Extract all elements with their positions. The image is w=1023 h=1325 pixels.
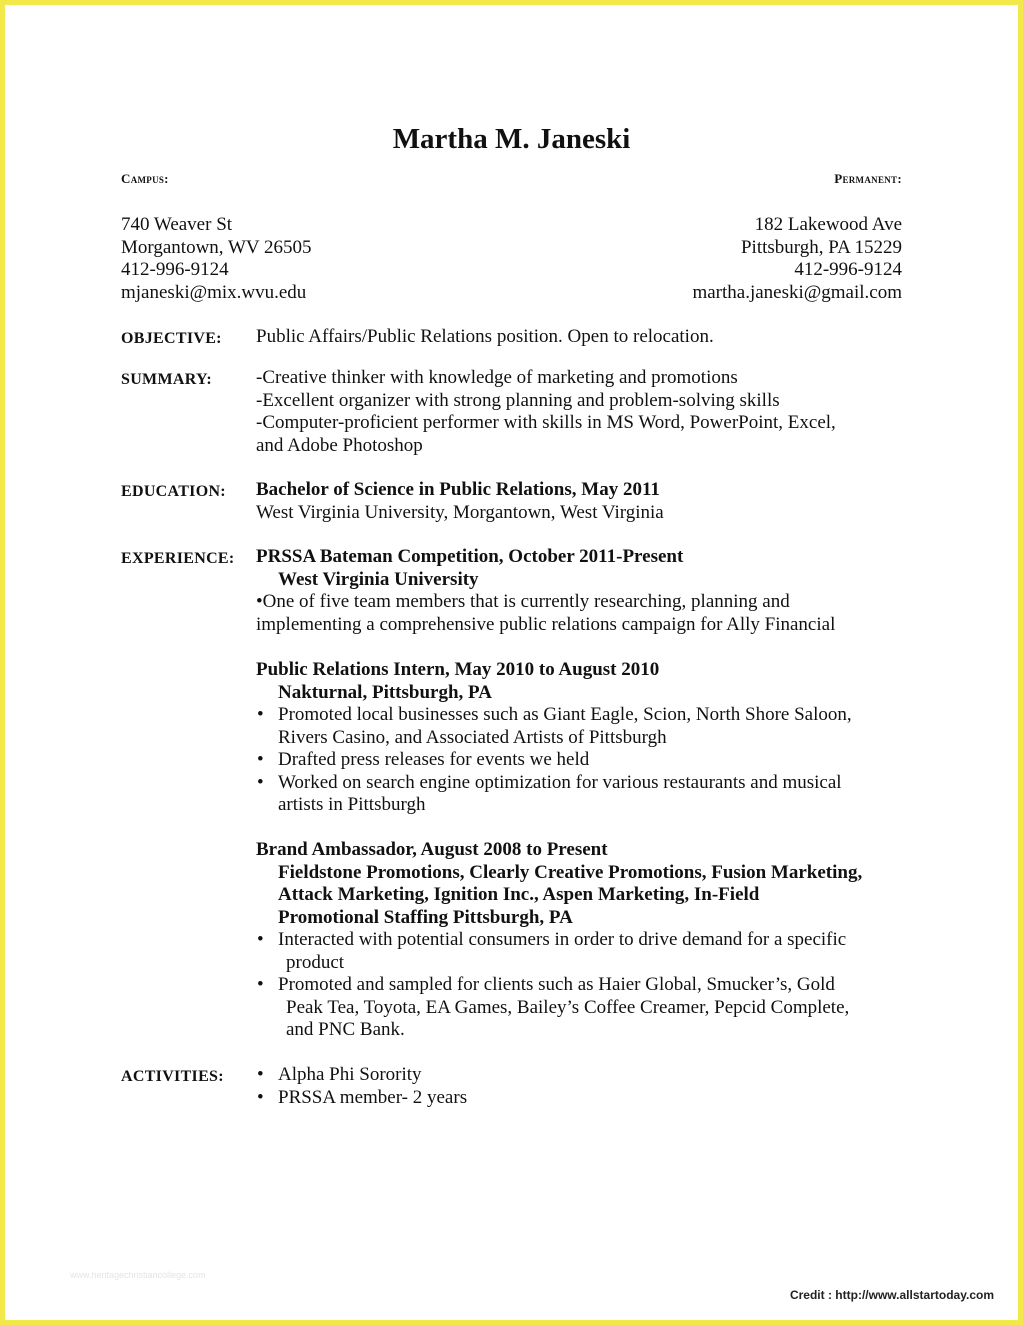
bullet-line: Rivers Casino, and Associated Artists of Pittsburgh [278, 726, 667, 748]
experience-job-ambassador [256, 839, 862, 1042]
summary-label: SUMMARY: [121, 371, 213, 388]
resume-name: Martha M. Janeski [392, 123, 631, 155]
permanent-line: 412-996-9124 [794, 259, 902, 280]
campus-line: 412-996-9124 [121, 259, 229, 280]
summary-line: -Creative thinker with knowledge of marketing and promotions [256, 367, 738, 388]
permanent-line: Pittsburgh, PA 15229 [740, 236, 902, 258]
bullet-line: artists in Pittsburgh [278, 794, 426, 815]
activity-item: • PRSSA member- 2 years [256, 1087, 467, 1110]
experience-job-intern [256, 659, 852, 817]
experience-job-bateman [256, 546, 835, 636]
education-label: EDUCATION: [121, 483, 226, 500]
job-bullet [256, 749, 852, 772]
education-block [256, 479, 664, 524]
job-bullet-list [256, 704, 852, 817]
job-title: PRSSA Bateman Competition, October 2011-Present [256, 546, 684, 567]
job-line: •One of five team members that is currently researching, planning and [256, 591, 790, 612]
job-title: Brand Ambassador, August 2008 to Present [256, 839, 608, 860]
activities-label: ACTIVITIES: [121, 1068, 224, 1085]
campus-line: 740 Weaver St [121, 214, 233, 235]
campus-line: Morgantown, WV 26505 [121, 236, 312, 258]
activities-list [256, 1064, 467, 1109]
bullet-line: Peak Tea, Toyota, EA Games, Bailey’s Coffee Creamer, Pepcid Complete, [286, 996, 850, 1018]
objective-text: Public Affairs/Public Relations position. Open to relocation. [256, 326, 714, 347]
job-org: Nakturnal, Pittsburgh, PA [278, 681, 492, 703]
campus-address [121, 214, 312, 304]
job-bullet [256, 974, 862, 1042]
job-line: implementing a comprehensive public relations campaign for Ally Financial [256, 613, 836, 635]
job-org: West Virginia University [278, 568, 479, 590]
activity-item: • Alpha Phi Sorority [256, 1064, 467, 1087]
job-bullet [256, 704, 852, 749]
watermark-text: www.heritagechristiancollege.com [70, 1270, 206, 1280]
job-bullet [256, 929, 862, 974]
experience-label: EXPERIENCE: [121, 550, 235, 567]
bullet-line: • Interacted with potential consumers in order to drive demand for a specific [278, 929, 847, 950]
job-bullet [256, 772, 852, 817]
activities-block [256, 1064, 467, 1109]
campus-label: Campus: [121, 171, 169, 186]
bullet-line: and PNC Bank. [286, 1019, 405, 1040]
permanent-address [692, 214, 902, 304]
education-school: West Virginia University, Morgantown, West Virginia [256, 501, 664, 523]
job-org-line: Attack Marketing, Ignition Inc., Aspen Marketing, In-Field [278, 884, 760, 905]
permanent-email: martha.janeski@gmail.com [692, 281, 902, 303]
bullet-line: product [286, 951, 345, 973]
summary-line: and Adobe Photoshop [256, 434, 423, 456]
summary-block [256, 367, 836, 457]
permanent-label: Permanent: [834, 171, 902, 186]
education-degree: Bachelor of Science in Public Relations, May 2011 [256, 479, 660, 500]
job-title: Public Relations Intern, May 2010 to August 2010 [256, 659, 660, 680]
job-org-line: Promotional Staffing Pittsburgh, PA [278, 906, 573, 928]
bullet-line: • Worked on search engine optimization for various restaurants and musical [278, 771, 842, 793]
job-bullet-list [256, 929, 862, 1042]
summary-line: -Computer-proficient performer with skills in MS Word, PowerPoint, Excel, [256, 412, 836, 433]
credit-text: Credit : http://www.allstartoday.com [789, 1288, 994, 1302]
campus-email: mjaneski@mix.wvu.edu [121, 281, 307, 303]
bullet-line: • Drafted press releases for events we held [278, 749, 590, 770]
job-org-line: Fieldstone Promotions, Clearly Creative Promotions, Fusion Marketing, [278, 861, 863, 883]
permanent-line: 182 Lakewood Ave [754, 214, 902, 235]
summary-line: -Excellent organizer with strong planning and problem-solving skills [256, 389, 780, 411]
objective-label: OBJECTIVE: [121, 330, 222, 347]
bullet-line: • Promoted local businesses such as Giant Eagle, Scion, North Shore Saloon, [278, 704, 852, 725]
bullet-line: • Promoted and sampled for clients such as Haier Global, Smucker’s, Gold [278, 974, 835, 995]
